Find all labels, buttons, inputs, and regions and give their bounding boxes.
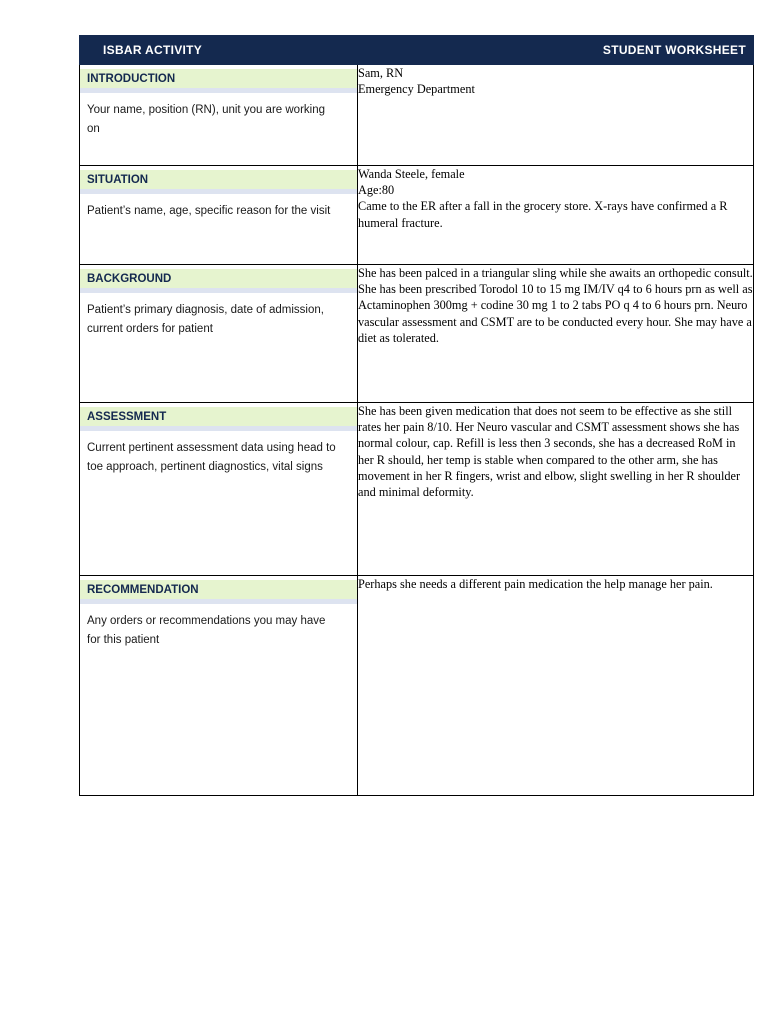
section-prompt: Your name, position (RN), unit you are working on	[87, 104, 325, 135]
section-label: INTRODUCTION	[80, 69, 357, 93]
section-label: SITUATION	[80, 170, 357, 194]
section-assessment	[80, 402, 753, 575]
section-label-cell	[80, 576, 358, 795]
activity-title: ISBAR ACTIVITY	[103, 43, 203, 57]
section-label: ASSESSMENT	[80, 407, 357, 431]
section-answer[interactable]: Perhaps she needs a different pain medication the help manage her pain.	[358, 577, 713, 591]
section-answer[interactable]: Sam, RN Emergency Department	[358, 66, 475, 97]
section-answer[interactable]: She has been given medication that does not seem to be effective as she still rates her pain 8/10. Her Neuro vascular and CSMT assessment shows she has normal colour, cap. Refill is less then 3 seconds, she has a decreased RoM in her R should, her temp is stable when compared to the other arm, she has movement in her R fingers, wrist and elbow, slight swelling in her R shoulder and minimal deformity.	[358, 404, 744, 500]
section-background	[80, 264, 756, 402]
section-label-cell	[80, 166, 358, 264]
section-prompt: Patient’s primary diagnosis, date of admission, current orders for patient	[87, 304, 324, 335]
section-label-cell	[80, 403, 358, 575]
section-label: BACKGROUND	[80, 269, 357, 293]
section-introduction	[80, 65, 753, 165]
worksheet-title: STUDENT WORKSHEET	[602, 43, 746, 57]
section-label-cell	[80, 65, 358, 165]
section-prompt: Patient’s name, age, specific reason for the visit	[87, 205, 331, 217]
section-recommendation	[80, 575, 753, 795]
section-label: RECOMMENDATION	[80, 580, 357, 604]
worksheet-header	[79, 35, 754, 65]
section-prompt: Any orders or recommendations you may have for this patient	[87, 615, 326, 646]
isbar-worksheet	[79, 35, 754, 796]
section-prompt: Current pertinent assessment data using head to toe approach, pertinent diagnostics, vital signs	[87, 442, 336, 473]
section-answer[interactable]: Wanda Steele, female Age:80 Came to the ER after a fall in the grocery store. X-rays have confirmed a R humeral fracture.	[358, 167, 728, 230]
isbar-table	[79, 65, 754, 796]
section-answer[interactable]: She has been palced in a triangular sling while she awaits an orthopedic consult. She has been prescribed Torodol 10 to 15 mg IM/IV q4 to 6 hours prn as well as Actaminophen 300mg + codine 30 mg 1 to 2 tabs PO q 4 to 6 hours prn. Neuro vascular assessment and CSMT are to be conducted every hour. She may have a diet as tolerated.	[358, 266, 756, 345]
section-label-cell	[80, 265, 358, 402]
section-situation	[80, 165, 753, 264]
